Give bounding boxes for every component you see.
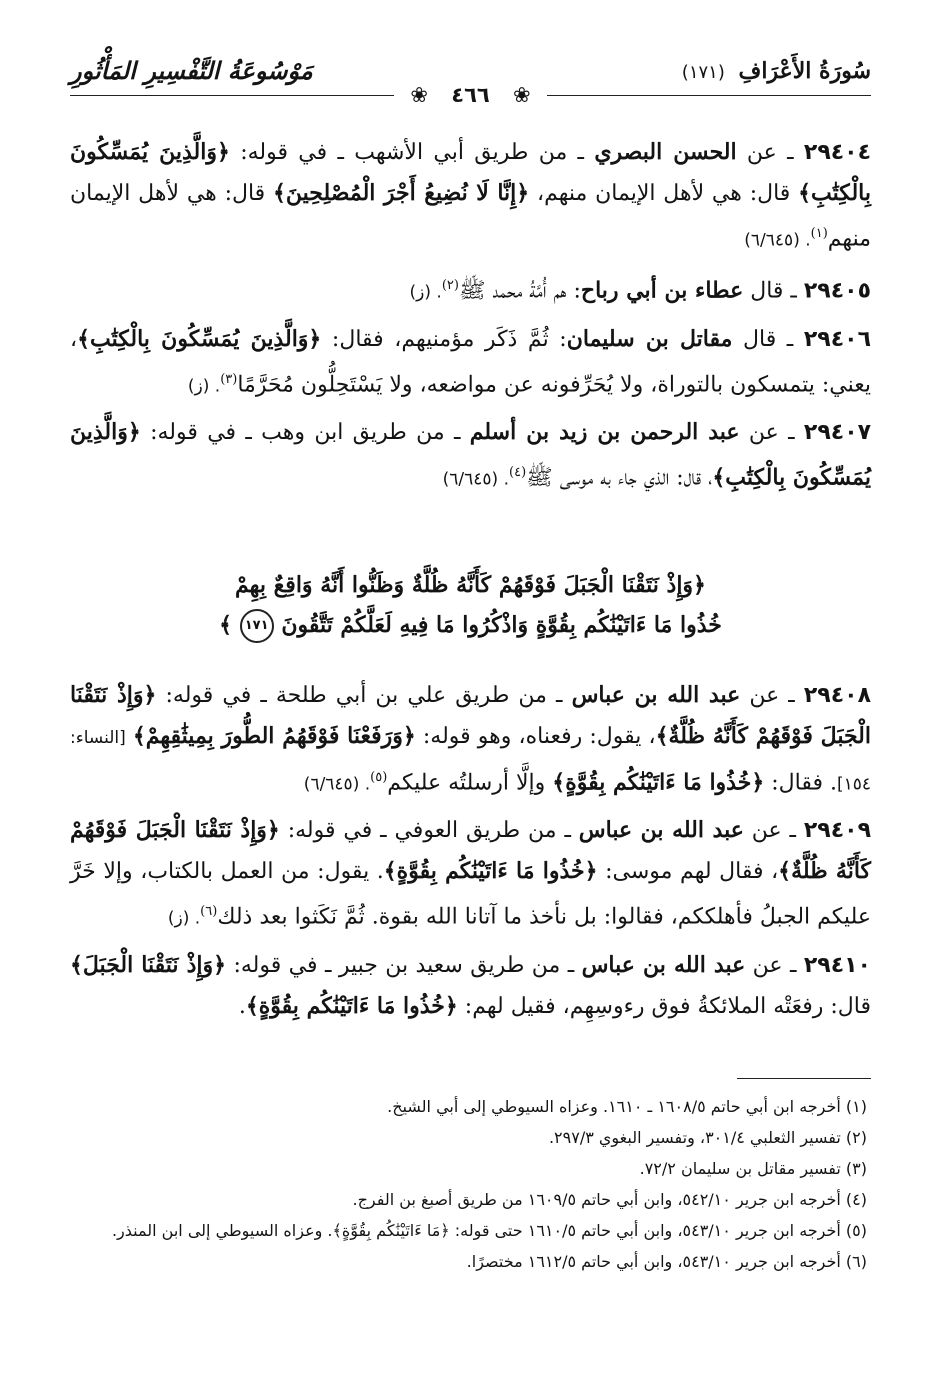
book-title: مَوْسُوعَةُ التَّفْسِيرِ المَأْثُورِ (70, 56, 313, 85)
footnote-marker: (٣) (220, 371, 238, 387)
quran-quote: ﴿وَإِذْ نَتَقْنَا الْجَبَلَ فَوْقَهُمْ كَأَنَّهُ ظُلَّةٌ﴾ (70, 817, 872, 885)
quran-quote: ﴿خُذُوا مَا ءَاتَيْنَٰكُم بِقُوَّةٍ﴾ (552, 769, 765, 796)
page-number-wrap (0, 83, 941, 107)
footnote: (٤) أخرجه ابن جرير ٥٤٢/١٠، وابن أبي حاتم ١٦٠٩/٥ من طريق أصبغ بن الفرج. (352, 1190, 867, 1209)
narrator-name: عبد الله بن عباس (581, 951, 746, 978)
narration-text: ـ من طريق أبي الأشهب ـ في قوله: (240, 140, 584, 165)
narration-text: ـ عن (748, 419, 795, 445)
narrations-block-1 (70, 132, 871, 505)
narration (70, 810, 871, 938)
verse-line: خُذُوا مَا ءَاتَيْنَٰكُم بِقُوَّةٍ وَاذْكُرُوا مَا فِيهِ لَعَلَّكُمْ تَتَّقُونَ (281, 612, 722, 638)
narrator-name: الحسن البصري (594, 139, 737, 165)
narration-text: ـ من طريق علي بن أبي طلحة ـ في قوله: (165, 683, 563, 708)
footnote-marker: (٤) (509, 464, 527, 480)
narrations-block-2 (70, 675, 871, 1033)
narration-text: ـ عن (746, 140, 794, 165)
narration-number: ٢٩٤٠٦ (803, 326, 871, 352)
quran-quote: ﴿وَرَفَعْنَا فَوْقَهُمُ الطُّورَ بِمِيثَٰقِهِمْ﴾ (132, 723, 416, 749)
narration-number: ٢٩٤٠٨ (803, 683, 871, 708)
footnote-rule (737, 1078, 871, 1079)
quran-quote: ﴿وَإِذْ نَتَقْنَا الْجَبَلَ فَوْقَهُمْ كَأَنَّهُ ظُلَّةٌ﴾ (70, 682, 871, 749)
quran-quote: ﴿وَالَّذِينَ يُمَسِّكُونَ بِالْكِتَٰبِ﴾ (77, 325, 322, 352)
quran-quote: ﴿وَإِذْ نَتَقْنَا الْجَبَلَ﴾ (70, 951, 227, 978)
surah-title (682, 58, 871, 84)
narration-text: ـ قال (750, 278, 797, 304)
reference: . (ز) (409, 282, 442, 303)
quran-verse (110, 565, 831, 645)
page-number: ٤٦٦ (443, 83, 497, 107)
narration-text: ، يقول: رفعناه، وهو قوله: (422, 724, 656, 749)
narration (70, 675, 871, 804)
footnote-marker: (٥) (370, 770, 388, 785)
verse-line: ﴿وَإِذْ نَتَقْنَا الْجَبَلَ فَوْقَهُمْ كَأَنَّهُ ظُلَّةٌ وَظَنُّوا أَنَّهُ وَاقِعٌ بِهِمْ (235, 572, 706, 598)
verse-close-bracket: ﴾ (219, 612, 232, 638)
narrator-name: عبد الرحمن بن زيد بن أسلم (469, 418, 740, 445)
footnote-marker: (١) (810, 226, 828, 241)
narration-text: ـ عن (749, 683, 795, 708)
narration-text: ، يعني: يتمسكون بالتوراة، ولا يُحَرِّفونه عن مواضعه، ولا يَسْتَحِلُّون مُحَرَّمًا (70, 326, 871, 397)
narration-text: . يقول: من العمل بالكتاب، وإلا خَرَّ عليكم الجبلُ فأهلككم، فقالوا: بل نأخذ ما آتانا الله بقوة. ثُمَّ نَكَثوا بعد ذلك (70, 859, 871, 930)
narration-text: قال: هي لأهل الإيمان منهم (70, 181, 871, 252)
narration-text: وإلَّا أرسلتُه عليكم (387, 770, 546, 796)
narration-number: ٢٩٤٠٧ (803, 419, 872, 445)
narration-number: ٢٩٤٠٤ (803, 140, 872, 165)
ayah-number-icon: ١٧١ (240, 609, 274, 643)
verse-line-2 (110, 605, 831, 645)
footnote: (١) أخرجه ابن أبي حاتم ١٦٠٨/٥ ـ ١٦١٠. وعزاه السيوطي إلى أبي الشيخ. (387, 1097, 867, 1116)
narration-text: : ثُمَّ ذَكَر مؤمنيهم، فقال: (331, 326, 567, 352)
surah-verse-number: (١٧١) (681, 62, 725, 83)
quran-quote: ﴿خُذُوا مَا ءَاتَيْنَٰكُم بِقُوَّةٍ﴾ (245, 992, 458, 1019)
ornament-icon: ❀ (505, 83, 539, 107)
narration-text: . فقال: (771, 770, 837, 796)
footnote: (٢) تفسير الثعلبي ٣٠١/٤، وتفسير البغوي ٢٩٧/٣. (548, 1128, 867, 1147)
narration-text: ، قال: الذي جاء به موسى ﷺ (526, 465, 713, 491)
narration-text: ـ من طريق ابن وهب ـ في قوله: (150, 419, 461, 445)
footnote-marker: (٢) (441, 278, 459, 294)
narration-text: ـ من طريق سعيد بن جبير ـ في قوله: (233, 952, 575, 978)
footnotes (70, 1093, 867, 1279)
narration-text: ، فقال لهم موسى: (605, 859, 779, 885)
reference: . (ز) (167, 908, 201, 929)
narration-text: ـ قال (743, 326, 794, 352)
reference: . (٦/٦٤٥) (744, 230, 811, 251)
reference: . (ز) (187, 375, 221, 396)
narrator-name: مقاتل بن سليمان (566, 325, 733, 352)
narration (70, 412, 871, 499)
narrator-name: عبد الله بن عباس (578, 817, 744, 844)
quran-source: [النساء: ١٥٤] (70, 728, 871, 795)
quran-quote: ﴿خُذُوا مَا ءَاتَيْنَٰكُم بِقُوَّةٍ﴾ (383, 858, 598, 885)
footnote: (٦) أخرجه ابن جرير ٥٤٣/١٠، وابن أبي حاتم ١٦١٢/٥ مختصرًا. (466, 1252, 867, 1271)
surah-name: سُورَةُ الأَعْرَافِ (738, 58, 871, 84)
narration (70, 319, 871, 406)
footnote: (٥) أخرجه ابن جرير ٥٤٣/١٠، وابن أبي حاتم ١٦١٠/٥ حتى قوله: ﴿مَا ءَاتَيْنَٰكُم بِقُوَّةٍ﴾. وعزاه السيوطي إلى ابن المنذر. (111, 1221, 867, 1240)
footnote: (٣) تفسير مقاتل بن سليمان ٧٢/٢. (639, 1159, 867, 1178)
reference: . (٦/٦٤٥) (442, 469, 509, 490)
narration-text: قال: هي لأهل الإيمان منهم، (536, 181, 791, 206)
narration (70, 266, 871, 312)
narration-text: قال: رفعَتْه الملائكةُ فوق رءوسِهِم، فقيل لهم: (464, 993, 871, 1019)
narrator-name: عطاء بن أبي رباح (580, 277, 744, 304)
ornament-icon: ❀ (402, 83, 436, 107)
narration-number: ٢٩٤٠٩ (803, 818, 871, 844)
narration (70, 132, 871, 260)
narrator-name: عبد الله بن عباس (571, 682, 741, 708)
narration-text: . (238, 993, 246, 1019)
quran-quote: ﴿إِنَّا لَا نُضِيعُ أَجْرَ الْمُصْلِحِينَ﴾ (273, 180, 530, 206)
quran-quote: ﴿وَالَّذِينَ يُمَسِّكُونَ بِالْكِتَٰبِ﴾ (70, 139, 871, 206)
narration-number: ٢٩٤٠٥ (803, 278, 871, 304)
narration (70, 945, 871, 1027)
narration-text: ـ من طريق العوفي ـ في قوله: (287, 818, 571, 844)
narration-text: ـ عن (752, 952, 797, 978)
narration-number: ٢٩٤١٠ (803, 952, 871, 978)
quran-quote: ﴿وَالَّذِينَ يُمَسِّكُونَ بِالْكِتَٰبِ﴾ (70, 418, 871, 491)
narration-text: : هم أُمَّةُ محمد ﷺ (458, 278, 581, 304)
reference: . (٦/٦٤٥) (303, 774, 371, 795)
narration-text: ـ عن (751, 818, 796, 844)
footnote-marker: (٦) (200, 904, 218, 920)
